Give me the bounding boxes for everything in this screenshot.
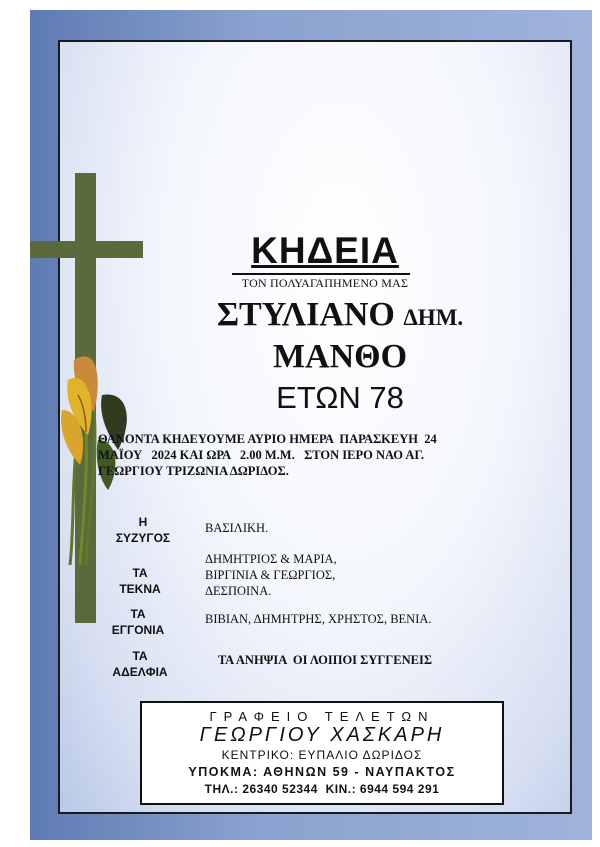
notice-subtitle: ΤΟΝ ΠΟΛΥΑΓΑΠΗΜΕΝΟ ΜΑΣ [241, 276, 409, 290]
siblings-value: ΤΑ ΑΝΗΨΙΑ ΟΙ ΛΟΙΠΟΙ ΣΥΓΓΕΝΕΙΣ [218, 653, 432, 667]
announcement-line: ΜΑΪΟΥ 2024 ΚΑΙ ΩΡΑ 2.00 Μ.Μ. ΣΤΟΝ ΙΕΡΟ ΝΑΟ ΑΓ. [98, 448, 425, 462]
funeral-home-name: ΓΕΩΡΓΙΟΥ ΧΑΣΚΑΡΗ [199, 724, 445, 746]
siblings-label: ΤΑ ΑΔΕΛΦΙΑ [112, 649, 168, 679]
grandchildren-value: ΒΙΒΙΑΝ, ΔΗΜΗΤΡΗΣ, ΧΡΗΣΤΟΣ, ΒΕΝΙΑ. [205, 612, 432, 626]
patronymic: ΔΗΜ. [403, 305, 464, 330]
children-value: ΔΗΜΗΤΡΙΟΣ & ΜΑΡΙΑ, ΒΙΡΓΙΝΙΑ & ΓΕΩΡΓΙΟΣ, ΔΕΣΠΟΙΝΑ. [205, 552, 337, 598]
first-name: ΣΤΥΛΙΑΝΟ [216, 296, 395, 333]
funeral-home-box [140, 701, 504, 805]
branch-address: ΥΠΟΚΜΑ: ΑΘΗΝΩΝ 59 - ΝΑΥΠΑΚΤΟΣ [188, 765, 456, 779]
central-address: ΚΕΝΤΡΙΚΟ: ΕΥΠΑΛΙΟ ΔΩΡΙΔΟΣ [221, 748, 423, 762]
title-rule [232, 273, 410, 275]
announcement-line: ΓΕΩΡΓΙΟΥ ΤΡΙΖΩΝΙΑ ΔΩΡΙΔΟΣ. [98, 464, 289, 478]
spouse-value: ΒΑΣΙΛΙΚΗ. [205, 521, 269, 535]
deceased-age: ΕΤΩΝ 78 [276, 380, 404, 415]
grandchildren-label: ΤΑ ΕΓΓΟΝΙΑ [111, 607, 165, 637]
deceased-first-name [160, 296, 520, 334]
deceased-surname: ΜΑΝΘΟ [272, 338, 408, 375]
office-label: ΓΡΑΦΕΙΟ ΤΕΛΕΤΩΝ [209, 709, 435, 724]
notice-title: ΚΗΔΕΙΑ [251, 230, 399, 271]
announcement-line: ΘΑΝΟΝΤΑ ΚΗΔΕΥΟΥΜΕ ΑΥΡΙΟ ΗΜΕΡΑ ΠΑΡΑΣΚΕΥΗ 24 [98, 432, 437, 446]
funeral-announcement [98, 431, 558, 479]
children-label: ΤΑ ΤΕΚΝΑ [119, 566, 161, 596]
spouse-label: Η ΣΥΖΥΓΟΣ [115, 515, 171, 545]
phone-numbers: ΤΗΛ.: 26340 52344 ΚΙΝ.: 6944 594 291 [204, 782, 440, 796]
